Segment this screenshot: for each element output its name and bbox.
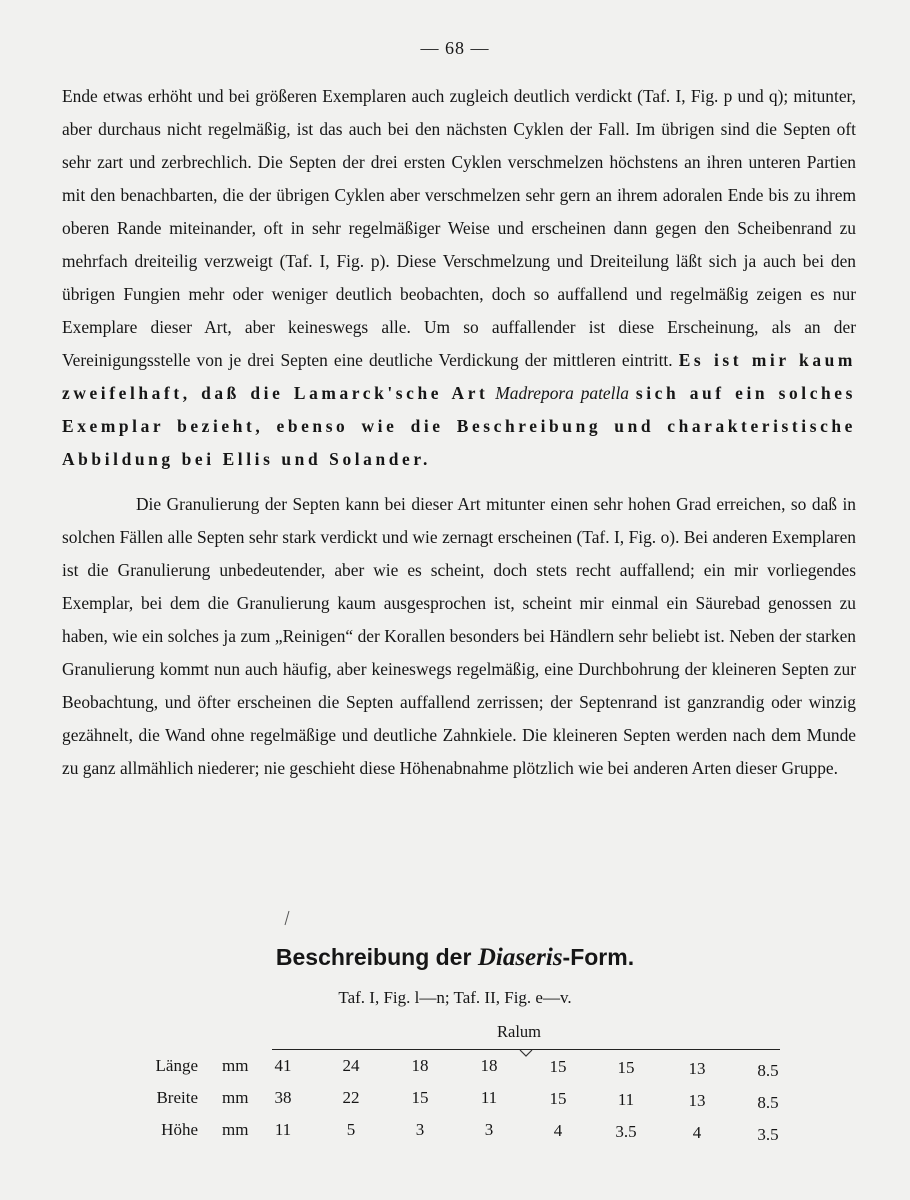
table-cell: 24 — [342, 1056, 360, 1075]
row-label-1: Breite — [156, 1088, 198, 1107]
figure-reference: Taf. I, Fig. l—n; Taf. II, Fig. e—v. — [338, 988, 572, 1007]
table-cell: 41 — [274, 1056, 292, 1075]
table-cell: 11 — [617, 1090, 635, 1109]
table-cell: 15 — [617, 1058, 635, 1077]
table-cell: 13 — [688, 1059, 706, 1078]
row-label-0: Länge — [155, 1056, 198, 1075]
table-cell: 15 — [549, 1089, 567, 1108]
row-unit-1: mm — [222, 1088, 249, 1107]
table-cell: 15 — [549, 1057, 567, 1076]
table-cell: 3 — [484, 1120, 494, 1139]
row-label-2: Höhe — [161, 1120, 198, 1139]
table-cell: 3 — [415, 1120, 425, 1139]
paragraph-1-spaced-a: Es ist mir kaum zweifelhaft, daß die Lamarck'sche Art — [62, 350, 856, 403]
table-cell: 18 — [480, 1056, 498, 1075]
table-cell: 11 — [274, 1120, 292, 1139]
table-cell: 5 — [346, 1120, 356, 1139]
paragraph-2: Die Granulierung der Septen kann bei dieser Art mitunter einen sehr hohen Grad erreichen, so daß in solchen Fällen alle Septen sehr stark verdickt und wie zernagt erscheinen (Taf. I, Fig. o). Bei anderen Exemplaren ist die Granulierung unbedeutender, aber wie es scheint, doch stets recht auffallend; ein mir vorliegendes Exemplar, bei dem die Granulierung kaum ausgesprochen ist, scheint mir einmal ein Säurebad genossen zu haben, wie ein solches ja zum „Reinigen“ der Korallen besonders bei Händlern sehr beliebt ist. Neben der starken Granulierung kommt nun auch häufig, aber keineswegs regelmäßig, eine Durchbohrung der kleineren Septen zur Beobachtung, und öfter erscheinen die Septen auffallend zerrissen; der Septenrand ist ganzrandig oder winzig gezähnelt, die Wand ohne regelmäßige und deutliche Zahnkiele. Die kleineren Septen werden nach dem Munde zu ganz allmählich niederer; nie geschieht diese Höhenabnahme plötzlich wie bei anderen Arten dieser Gruppe. — [62, 494, 856, 778]
table-cell: 8.5 — [757, 1061, 779, 1080]
table-cell: 8.5 — [757, 1093, 779, 1112]
section-heading-post: -Form. — [562, 944, 635, 970]
table-cell: 3.5 — [615, 1122, 637, 1141]
paragraph-1-spaced-b: sich auf ein solches Exemplar bezieht, ebenso wie die Beschreibung und charakteristische Abbildung bei Ellis und Solander. — [62, 383, 856, 469]
section-heading-italic: Diaseris — [477, 944, 563, 971]
body-text — [62, 80, 856, 785]
section-heading-pre: Beschreibung der — [275, 944, 472, 970]
table-cell: 18 — [411, 1056, 429, 1075]
table-cell: 4 — [553, 1121, 563, 1140]
paragraph-1-text: Ende etwas erhöht und bei größeren Exemplaren auch zugleich deutlich verdickt (Taf. I, Fig. p und q); mitunter, aber durchaus nicht regelmäßig, ist das auch bei den nächsten Cyklen der Fall. Im übrigen sind die Septen oft sehr zart und zerbrechlich. Die Septen der drei ersten Cyklen verschmelzen höchstens an ihren unteren Partien mit den benachbarten, die der übrigen Cyklen aber verschmelzen sehr gern an ihrem adoralen Ende bis zu ihrem oberen Rande miteinander, oft in sehr regelmäßiger Weise und erscheinen dann gegen den Scheibenrand zu mehrfach dreiteilig verzweigt (Taf. I, Fig. p). Diese Verschmelzung und Dreiteilung läßt sich ja auch bei den übrigen Fungien mehr oder weniger deutlich beobachten, doch so auffallend und regelmäßig zeigen es nur Exemplare dieser Art, aber keineswegs alle. Um so auffallender ist diese Erscheinung, als an der Vereinigungsstelle von je drei Septen eine deutliche Verdickung der mittleren eintritt. — [62, 86, 856, 370]
species-name: Madrepora patella — [495, 383, 630, 403]
section-heading — [0, 944, 910, 972]
paragraph-1 — [62, 80, 856, 476]
table-caption: Ralum — [497, 1022, 541, 1041]
table-cell: 15 — [411, 1088, 429, 1107]
row-unit-0: mm — [222, 1056, 249, 1075]
table-cell: 11 — [480, 1088, 498, 1107]
table-cell: 22 — [342, 1088, 360, 1107]
page-number: — 68 — — [420, 38, 490, 58]
table-rule — [272, 1049, 780, 1050]
table-cell: 3.5 — [757, 1125, 779, 1144]
table-cell: 13 — [688, 1091, 706, 1110]
table-cell: 4 — [692, 1123, 702, 1142]
row-unit-2: mm — [222, 1120, 249, 1139]
table-cell: 38 — [274, 1088, 292, 1107]
